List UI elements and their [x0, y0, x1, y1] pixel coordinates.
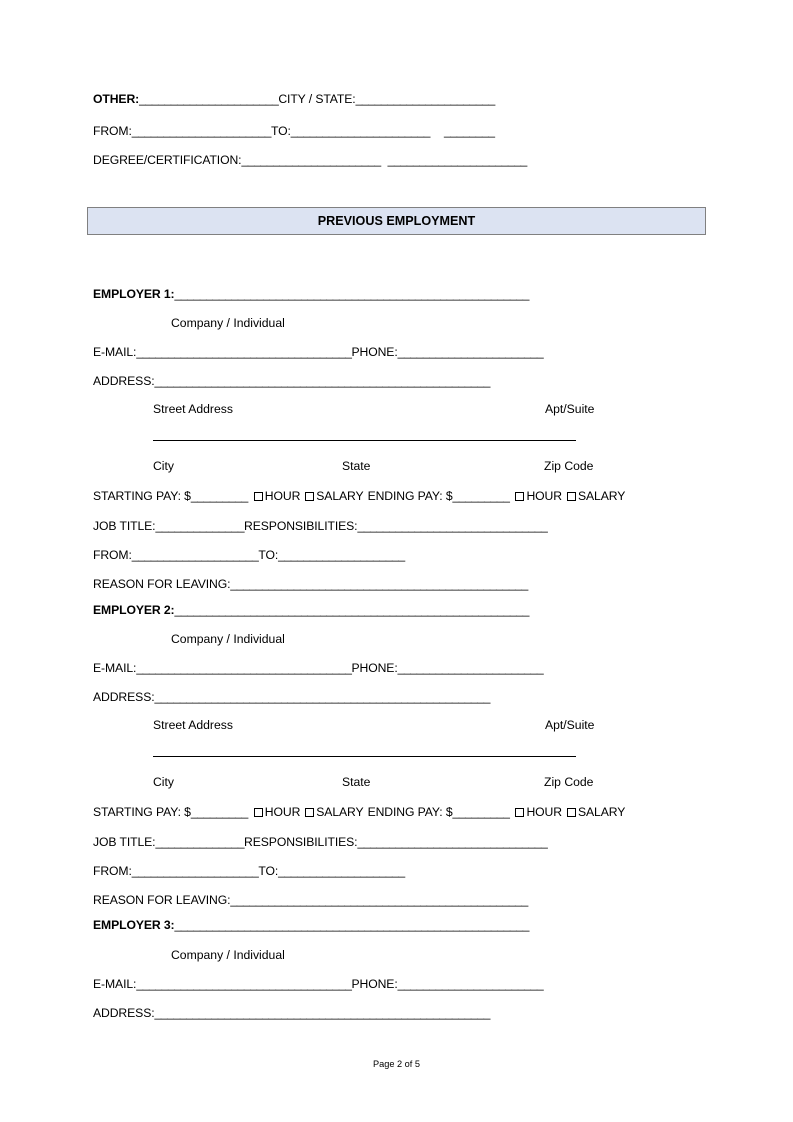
degree-certification-row [93, 154, 527, 166]
employer-2-reason-label: REASON FOR LEAVING: [93, 893, 231, 907]
employer-2-pay-row [93, 806, 625, 818]
to-label: TO: [270, 124, 291, 138]
employer-2-from-label: FROM: [93, 864, 132, 878]
employer-2-state-sublabel: State [342, 775, 371, 789]
employer-1-ending-hour-label: HOUR [526, 489, 562, 503]
employer-1-city-sublabel: City [153, 459, 174, 473]
employer-1-reason-blank[interactable]: _______________________________________________ [230, 577, 528, 591]
employer-2-starting-salary-checkbox[interactable] [305, 808, 314, 817]
employer-2-starting-hour-checkbox[interactable] [254, 808, 263, 817]
employer-1-ending-salary-checkbox[interactable] [567, 492, 576, 501]
employer-1-street-sublabel: Street Address [153, 402, 233, 416]
employer-2-starting-pay-label: STARTING PAY: $ [93, 805, 191, 819]
employer-1-city-line[interactable] [153, 440, 576, 441]
employer-1-reason-row [93, 578, 528, 590]
employer-1-apt-sublabel: Apt/Suite [545, 402, 595, 416]
employer-2-city-sublabel: City [153, 775, 174, 789]
employer-1-job-title-row [93, 520, 547, 532]
other-blank[interactable]: ______________________ [139, 92, 279, 106]
employer-1-phone-blank[interactable]: _______________________ [397, 345, 544, 359]
degree-blank-1[interactable]: ______________________ [241, 153, 381, 167]
employer-3-address-blank[interactable]: _____________________________________________________ [154, 1006, 490, 1020]
employer-1-ending-pay-label: ENDING PAY: $ [367, 489, 453, 503]
employer-2-starting-salary-label: SALARY [316, 805, 364, 819]
employer-1-blank[interactable]: ________________________________________________________ [174, 287, 529, 301]
employer-2-email-phone-row [93, 662, 543, 674]
employer-2-starting-pay-blank[interactable]: _________ [190, 805, 248, 819]
employer-1-address-row [93, 375, 490, 387]
employer-1-dates-row [93, 549, 405, 561]
employer-2-reason-blank[interactable]: _______________________________________________ [230, 893, 528, 907]
employer-1-company-sublabel: Company / Individual [171, 316, 285, 330]
employer-2-phone-blank[interactable]: _______________________ [397, 661, 544, 675]
employer-2-responsibilities-label: RESPONSIBILITIES: [244, 835, 358, 849]
employer-2-address-blank[interactable]: _____________________________________________________ [154, 690, 490, 704]
employer-2-job-title-row [93, 836, 547, 848]
employer-1-address-blank[interactable]: _____________________________________________________ [154, 374, 490, 388]
employer-2-email-label: E-MAIL: [93, 661, 137, 675]
employer-1-zip-sublabel: Zip Code [544, 459, 594, 473]
degree-certification-label: DEGREE/CERTIFICATION: [93, 153, 242, 167]
employer-3-address-label: ADDRESS: [93, 1006, 155, 1020]
employer-2-phone-label: PHONE: [351, 661, 398, 675]
employer-2-from-blank[interactable]: ____________________ [131, 864, 259, 878]
employer-1-responsibilities-blank[interactable]: ______________________________ [357, 519, 548, 533]
from-blank[interactable]: ______________________ [131, 124, 271, 138]
employer-1-ending-hour-checkbox[interactable] [515, 492, 524, 501]
employer-2-city-line[interactable] [153, 756, 576, 757]
employer-2-ending-pay-label: ENDING PAY: $ [367, 805, 453, 819]
other-city-state-row [93, 93, 495, 105]
employer-1-to-blank[interactable]: ____________________ [278, 548, 405, 562]
employer-2-reason-row [93, 894, 528, 906]
employer-1-pay-row [93, 490, 625, 502]
employer-1-ending-pay-blank[interactable]: _________ [452, 489, 510, 503]
city-state-blank[interactable]: ______________________ [355, 92, 495, 106]
employer-2-company-sublabel: Company / Individual [171, 632, 285, 646]
city-state-label: CITY / STATE: [278, 92, 356, 106]
degree-blank-2[interactable]: ______________________ [387, 153, 527, 167]
employer-2-apt-sublabel: Apt/Suite [545, 718, 595, 732]
employer-2-ending-pay-blank[interactable]: _________ [452, 805, 510, 819]
employer-1-starting-salary-checkbox[interactable] [305, 492, 314, 501]
employer-1-responsibilities-label: RESPONSIBILITIES: [244, 519, 358, 533]
employer-2-address-label: ADDRESS: [93, 690, 155, 704]
employer-3-label: EMPLOYER 3: [93, 918, 175, 932]
employer-1-state-sublabel: State [342, 459, 371, 473]
employer-1-starting-salary-label: SALARY [316, 489, 364, 503]
employer-2-dates-row [93, 865, 405, 877]
previous-employment-banner [87, 207, 706, 235]
employer-1-email-blank[interactable]: __________________________________ [136, 345, 352, 359]
employer-3-heading [93, 919, 529, 931]
employer-3-email-phone-row [93, 978, 543, 990]
other-label: OTHER: [93, 92, 140, 106]
employer-2-ending-hour-checkbox[interactable] [515, 808, 524, 817]
employer-1-address-label: ADDRESS: [93, 374, 155, 388]
employer-1-job-title-blank[interactable]: ______________ [155, 519, 245, 533]
to-extra-blank[interactable]: ________ [444, 124, 495, 138]
employer-2-responsibilities-blank[interactable]: ______________________________ [357, 835, 548, 849]
employer-3-phone-blank[interactable]: _______________________ [397, 977, 544, 991]
banner-title: PREVIOUS EMPLOYMENT [317, 214, 476, 228]
employer-3-address-row [93, 1007, 490, 1019]
employer-2-job-title-label: JOB TITLE: [93, 835, 156, 849]
employer-1-label: EMPLOYER 1: [93, 287, 175, 301]
page-footer: Page 2 of 5 [373, 1059, 420, 1069]
employer-3-email-blank[interactable]: __________________________________ [136, 977, 352, 991]
employer-2-blank[interactable]: ________________________________________________________ [174, 603, 529, 617]
employer-1-reason-label: REASON FOR LEAVING: [93, 577, 231, 591]
employer-2-to-label: TO: [258, 864, 279, 878]
employer-1-ending-salary-label: SALARY [577, 489, 626, 503]
employer-1-starting-pay-blank[interactable]: _________ [190, 489, 248, 503]
employer-2-job-title-blank[interactable]: ______________ [155, 835, 245, 849]
employer-1-starting-hour-label: HOUR [264, 489, 301, 503]
from-label: FROM: [93, 124, 132, 138]
employer-1-heading [93, 288, 529, 300]
from-to-row [93, 125, 495, 137]
employer-2-email-blank[interactable]: __________________________________ [136, 661, 352, 675]
employer-1-from-blank[interactable]: ____________________ [131, 548, 259, 562]
to-blank[interactable]: ______________________ [290, 124, 430, 138]
employer-1-starting-hour-checkbox[interactable] [254, 492, 263, 501]
employer-2-zip-sublabel: Zip Code [544, 775, 594, 789]
employer-2-to-blank[interactable]: ____________________ [278, 864, 405, 878]
employer-3-email-label: E-MAIL: [93, 977, 137, 991]
employer-2-address-row [93, 691, 490, 703]
employer-2-ending-salary-checkbox[interactable] [567, 808, 576, 817]
employer-1-starting-pay-label: STARTING PAY: $ [93, 489, 191, 503]
employer-1-email-phone-row [93, 346, 543, 358]
employer-3-phone-label: PHONE: [351, 977, 398, 991]
employer-2-ending-salary-label: SALARY [577, 805, 626, 819]
employer-2-ending-hour-label: HOUR [526, 805, 562, 819]
employer-2-starting-hour-label: HOUR [264, 805, 301, 819]
employer-1-to-label: TO: [258, 548, 279, 562]
employer-1-from-label: FROM: [93, 548, 132, 562]
employer-3-company-sublabel: Company / Individual [171, 948, 285, 962]
employer-2-street-sublabel: Street Address [153, 718, 233, 732]
employer-1-email-label: E-MAIL: [93, 345, 137, 359]
employer-2-label: EMPLOYER 2: [93, 603, 175, 617]
employer-3-blank[interactable]: ________________________________________________________ [174, 918, 529, 932]
employer-1-job-title-label: JOB TITLE: [93, 519, 156, 533]
employer-1-phone-label: PHONE: [351, 345, 398, 359]
employer-2-heading [93, 604, 529, 616]
